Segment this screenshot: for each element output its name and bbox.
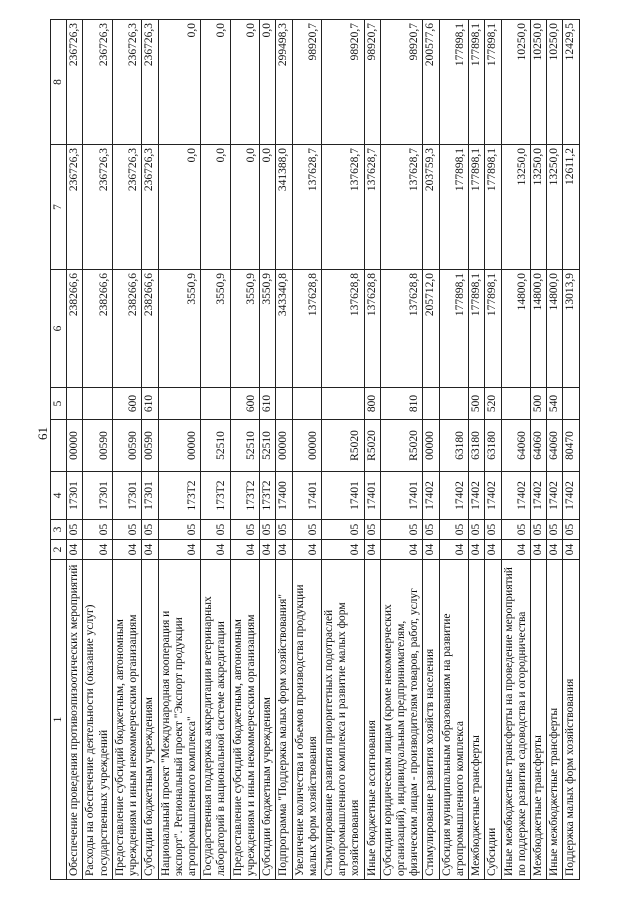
row-name-cell: Государственная поддержка аккредитации ветеринарных лабораторий в национальной системе аккредитации bbox=[201, 560, 230, 880]
header-cell: 6 bbox=[51, 270, 67, 388]
row-value-cell: 3550,9 bbox=[260, 270, 276, 388]
row-name-cell: Субсидии бюджетным учреждениям bbox=[260, 560, 276, 880]
row-value-cell: 238266,6 bbox=[112, 270, 141, 388]
table-row bbox=[201, 20, 230, 880]
row-name-cell: Иные межбюджетные трансферты bbox=[547, 560, 563, 880]
row-value-cell: 10250,0 bbox=[547, 20, 563, 145]
row-value-cell: 236726,3 bbox=[83, 20, 112, 145]
row-value-cell: 14800,0 bbox=[531, 270, 547, 388]
row-value-cell: 00000 bbox=[423, 420, 439, 472]
row-value-cell: 137628,8 bbox=[321, 270, 364, 388]
row-value-cell: 04 bbox=[501, 540, 530, 560]
table-row bbox=[439, 20, 468, 880]
row-value-cell: 137628,7 bbox=[321, 145, 364, 270]
row-value-cell: 05 bbox=[380, 520, 423, 540]
row-value-cell: 14800,0 bbox=[501, 270, 530, 388]
row-value-cell: 236726,3 bbox=[112, 145, 141, 270]
table-row bbox=[112, 20, 141, 880]
row-value-cell: 05 bbox=[230, 520, 259, 540]
row-value-cell bbox=[563, 388, 579, 420]
row-value-cell: 137628,7 bbox=[380, 145, 423, 270]
row-value-cell: 63180 bbox=[439, 420, 468, 472]
row-value-cell bbox=[423, 388, 439, 420]
row-value-cell: 13013,9 bbox=[563, 270, 579, 388]
row-name-cell: Национальный проект "Международная кооперация и экспорт". Региональный проект "Экспорт продукции агропромышленного комплекса" bbox=[158, 560, 201, 880]
row-name-cell: Подпрограмма "Поддержка малых форм хозяйствования" bbox=[276, 560, 292, 880]
row-value-cell: 610 bbox=[260, 388, 276, 420]
row-value-cell: 05 bbox=[83, 520, 112, 540]
header-cell: 2 bbox=[51, 540, 67, 560]
row-value-cell: 05 bbox=[112, 520, 141, 540]
row-value-cell: 540 bbox=[547, 388, 563, 420]
table-row bbox=[563, 20, 579, 880]
row-value-cell: 05 bbox=[531, 520, 547, 540]
row-value-cell: 17402 bbox=[531, 472, 547, 520]
row-value-cell: 238266,6 bbox=[142, 270, 158, 388]
row-value-cell: 05 bbox=[321, 520, 364, 540]
row-value-cell: 05 bbox=[276, 520, 292, 540]
row-value-cell: 98920,7 bbox=[380, 20, 423, 145]
row-value-cell: 04 bbox=[201, 540, 230, 560]
row-value-cell: 17402 bbox=[501, 472, 530, 520]
row-name-cell: Иные межбюджетные трансферты на проведение мероприятий по поддержке развития садоводства и огородничества bbox=[501, 560, 530, 880]
row-value-cell: 137628,8 bbox=[364, 270, 380, 388]
row-value-cell: 13250,0 bbox=[531, 145, 547, 270]
row-value-cell: 04 bbox=[380, 540, 423, 560]
row-value-cell: 17402 bbox=[439, 472, 468, 520]
header-cell: 4 bbox=[51, 472, 67, 520]
table-row bbox=[547, 20, 563, 880]
row-value-cell: 177898,1 bbox=[469, 20, 485, 145]
row-value-cell: 800 bbox=[364, 388, 380, 420]
header-row bbox=[51, 20, 67, 880]
row-value-cell: 173T2 bbox=[230, 472, 259, 520]
row-value-cell: 52510 bbox=[230, 420, 259, 472]
header-cell: 1 bbox=[51, 560, 67, 880]
row-name-cell: Субсидии bbox=[485, 560, 501, 880]
row-value-cell: 177898,1 bbox=[439, 20, 468, 145]
row-value-cell: 00590 bbox=[142, 420, 158, 472]
table-row bbox=[501, 20, 530, 880]
row-value-cell: 17401 bbox=[364, 472, 380, 520]
row-value-cell: 12611,2 bbox=[563, 145, 579, 270]
row-value-cell: 0,0 bbox=[260, 20, 276, 145]
row-value-cell: 810 bbox=[380, 388, 423, 420]
row-value-cell: 04 bbox=[563, 540, 579, 560]
row-value-cell: 05 bbox=[501, 520, 530, 540]
row-value-cell: 00000 bbox=[158, 420, 201, 472]
row-value-cell: 17401 bbox=[292, 472, 321, 520]
row-value-cell: 05 bbox=[142, 520, 158, 540]
row-value-cell: 04 bbox=[547, 540, 563, 560]
row-value-cell: 343340,8 bbox=[276, 270, 292, 388]
row-value-cell: 17301 bbox=[142, 472, 158, 520]
row-value-cell: 17301 bbox=[112, 472, 141, 520]
table-row bbox=[142, 20, 158, 880]
row-value-cell: 05 bbox=[260, 520, 276, 540]
table-row bbox=[531, 20, 547, 880]
row-name-cell: Поддержка малых форм хозяйствования bbox=[563, 560, 579, 880]
row-value-cell: 17301 bbox=[67, 472, 83, 520]
row-value-cell: 238266,6 bbox=[67, 270, 83, 388]
table-row bbox=[485, 20, 501, 880]
header-cell: 3 bbox=[51, 520, 67, 540]
row-value-cell bbox=[83, 388, 112, 420]
row-value-cell: 98920,7 bbox=[321, 20, 364, 145]
row-value-cell: 177898,1 bbox=[485, 20, 501, 145]
row-value-cell: 177898,1 bbox=[485, 270, 501, 388]
row-value-cell: 137628,7 bbox=[364, 145, 380, 270]
row-value-cell: 205712,0 bbox=[423, 270, 439, 388]
table-row bbox=[321, 20, 364, 880]
row-value-cell: 299498,3 bbox=[276, 20, 292, 145]
row-value-cell: 173T2 bbox=[158, 472, 201, 520]
row-value-cell: 04 bbox=[292, 540, 321, 560]
row-value-cell: 05 bbox=[485, 520, 501, 540]
row-value-cell: 17402 bbox=[423, 472, 439, 520]
row-value-cell: 17402 bbox=[563, 472, 579, 520]
row-name-cell: Увеличение количества и объемов производства продукции малых форм хозяйствования bbox=[292, 560, 321, 880]
row-value-cell: 05 bbox=[423, 520, 439, 540]
header-cell bbox=[51, 420, 67, 472]
row-value-cell: 04 bbox=[158, 540, 201, 560]
row-value-cell: 04 bbox=[112, 540, 141, 560]
table-row bbox=[276, 20, 292, 880]
row-value-cell bbox=[439, 388, 468, 420]
row-value-cell: 10250,0 bbox=[531, 20, 547, 145]
row-value-cell: 341388,0 bbox=[276, 145, 292, 270]
row-name-cell: Предоставление субсидий бюджетным, автономным учреждениям и иным некоммерческим организациям bbox=[112, 560, 141, 880]
row-name-cell: Межбюджетные трансферты bbox=[469, 560, 485, 880]
row-value-cell: 00000 bbox=[276, 420, 292, 472]
table-row bbox=[230, 20, 259, 880]
row-name-cell: Субсидии бюджетным учреждениям bbox=[142, 560, 158, 880]
row-value-cell: 236726,3 bbox=[83, 145, 112, 270]
row-value-cell: 17301 bbox=[83, 472, 112, 520]
table-row bbox=[260, 20, 276, 880]
row-value-cell bbox=[158, 388, 201, 420]
row-value-cell: 0,0 bbox=[230, 20, 259, 145]
row-value-cell: 00000 bbox=[67, 420, 83, 472]
row-value-cell bbox=[276, 388, 292, 420]
row-value-cell: 137628,8 bbox=[380, 270, 423, 388]
header-cell: 7 bbox=[51, 145, 67, 270]
row-value-cell: 238266,6 bbox=[83, 270, 112, 388]
page-number: 61 bbox=[35, 427, 50, 440]
row-value-cell: 17402 bbox=[485, 472, 501, 520]
row-name-cell: Субсидии юридическим лицам (кроме некоммерческих организаций), индивидуальным предпринимателям, физическим лицам - производителям товаров, работ, услуг bbox=[380, 560, 423, 880]
row-value-cell: 200577,6 bbox=[423, 20, 439, 145]
row-value-cell: 0,0 bbox=[260, 145, 276, 270]
row-value-cell: 05 bbox=[67, 520, 83, 540]
table-row bbox=[83, 20, 112, 880]
row-value-cell: 63180 bbox=[485, 420, 501, 472]
row-value-cell: 04 bbox=[67, 540, 83, 560]
row-value-cell: 137628,7 bbox=[292, 145, 321, 270]
row-value-cell: 0,0 bbox=[201, 20, 230, 145]
row-value-cell: 05 bbox=[201, 520, 230, 540]
row-value-cell: 13250,0 bbox=[501, 145, 530, 270]
row-value-cell: 137628,8 bbox=[292, 270, 321, 388]
row-value-cell: 04 bbox=[230, 540, 259, 560]
row-value-cell: 80470 bbox=[563, 420, 579, 472]
row-value-cell: 0,0 bbox=[158, 145, 201, 270]
row-value-cell: 177898,1 bbox=[469, 270, 485, 388]
row-value-cell: R5020 bbox=[380, 420, 423, 472]
row-name-cell: Обеспечение проведения противоэпизоотических мероприятий bbox=[67, 560, 83, 880]
row-value-cell: R5020 bbox=[321, 420, 364, 472]
row-value-cell bbox=[292, 388, 321, 420]
row-value-cell: 05 bbox=[563, 520, 579, 540]
row-value-cell: 600 bbox=[112, 388, 141, 420]
row-name-cell: Межбюджетные трансферты bbox=[531, 560, 547, 880]
row-value-cell: 236726,3 bbox=[142, 145, 158, 270]
table-row bbox=[423, 20, 439, 880]
table-body bbox=[67, 20, 579, 880]
row-value-cell: 17401 bbox=[380, 472, 423, 520]
table-row bbox=[67, 20, 83, 880]
row-value-cell: 04 bbox=[83, 540, 112, 560]
row-value-cell: 13250,0 bbox=[547, 145, 563, 270]
row-value-cell: 0,0 bbox=[158, 20, 201, 145]
row-value-cell: 05 bbox=[547, 520, 563, 540]
row-value-cell: 12429,5 bbox=[563, 20, 579, 145]
row-value-cell: 04 bbox=[439, 540, 468, 560]
row-name-cell: Стимулирование развития хозяйств населения bbox=[423, 560, 439, 880]
row-value-cell: 3550,9 bbox=[201, 270, 230, 388]
row-value-cell bbox=[501, 388, 530, 420]
row-value-cell: 05 bbox=[439, 520, 468, 540]
row-value-cell: 05 bbox=[364, 520, 380, 540]
table-row bbox=[158, 20, 201, 880]
header-cell: 8 bbox=[51, 20, 67, 145]
row-value-cell: 610 bbox=[142, 388, 158, 420]
row-value-cell: 236726,3 bbox=[67, 20, 83, 145]
table-row bbox=[380, 20, 423, 880]
row-name-cell: Стимулирование развития приоритетных подотраслей агропромышленного комплекса и развитие малых форм хозяйствования bbox=[321, 560, 364, 880]
row-value-cell: 98920,7 bbox=[292, 20, 321, 145]
row-value-cell: 52510 bbox=[201, 420, 230, 472]
row-value-cell: 63180 bbox=[469, 420, 485, 472]
header-cell: 5 bbox=[51, 388, 67, 420]
row-value-cell: 04 bbox=[485, 540, 501, 560]
row-value-cell: 0,0 bbox=[230, 145, 259, 270]
table-row bbox=[364, 20, 380, 880]
row-value-cell: 173T2 bbox=[260, 472, 276, 520]
row-value-cell: 98920,7 bbox=[364, 20, 380, 145]
row-value-cell: 00000 bbox=[292, 420, 321, 472]
row-value-cell: 00590 bbox=[83, 420, 112, 472]
row-value-cell: 173T2 bbox=[201, 472, 230, 520]
row-value-cell: 236726,3 bbox=[112, 20, 141, 145]
row-name-cell: Расходы на обеспечение деятельности (оказание услуг) государственных учреждений bbox=[83, 560, 112, 880]
row-name-cell: Предоставление субсидий бюджетным, автономным учреждениям и иным некоммерческим организациям bbox=[230, 560, 259, 880]
row-value-cell bbox=[321, 388, 364, 420]
row-value-cell: 17400 bbox=[276, 472, 292, 520]
row-value-cell: 05 bbox=[158, 520, 201, 540]
row-value-cell: 04 bbox=[142, 540, 158, 560]
row-value-cell: 520 bbox=[485, 388, 501, 420]
row-value-cell: 500 bbox=[469, 388, 485, 420]
table-row bbox=[469, 20, 485, 880]
row-value-cell: 64060 bbox=[501, 420, 530, 472]
row-value-cell: 04 bbox=[531, 540, 547, 560]
row-value-cell: 04 bbox=[469, 540, 485, 560]
row-value-cell: 04 bbox=[276, 540, 292, 560]
row-value-cell: 236726,3 bbox=[67, 145, 83, 270]
row-value-cell: 3550,9 bbox=[158, 270, 201, 388]
row-value-cell: 14800,0 bbox=[547, 270, 563, 388]
row-value-cell: 17402 bbox=[469, 472, 485, 520]
row-value-cell bbox=[67, 388, 83, 420]
row-name-cell: Иные бюджетные ассигнования bbox=[364, 560, 380, 880]
row-value-cell: 236726,3 bbox=[142, 20, 158, 145]
row-value-cell: 600 bbox=[230, 388, 259, 420]
row-value-cell: 04 bbox=[321, 540, 364, 560]
row-value-cell: 203759,3 bbox=[423, 145, 439, 270]
row-value-cell: 05 bbox=[469, 520, 485, 540]
row-value-cell bbox=[201, 388, 230, 420]
row-value-cell: 04 bbox=[423, 540, 439, 560]
row-value-cell: 177898,1 bbox=[439, 145, 468, 270]
row-value-cell: 05 bbox=[292, 520, 321, 540]
row-value-cell: R5020 bbox=[364, 420, 380, 472]
table-row bbox=[292, 20, 321, 880]
row-value-cell: 17402 bbox=[547, 472, 563, 520]
row-value-cell: 3550,9 bbox=[230, 270, 259, 388]
row-value-cell: 52510 bbox=[260, 420, 276, 472]
row-value-cell: 04 bbox=[260, 540, 276, 560]
row-value-cell: 500 bbox=[531, 388, 547, 420]
row-value-cell: 177898,1 bbox=[469, 145, 485, 270]
row-value-cell: 0,0 bbox=[201, 145, 230, 270]
row-value-cell: 177898,1 bbox=[485, 145, 501, 270]
row-value-cell: 04 bbox=[364, 540, 380, 560]
row-value-cell: 64060 bbox=[547, 420, 563, 472]
budget-table bbox=[50, 19, 580, 880]
row-value-cell: 00590 bbox=[112, 420, 141, 472]
row-value-cell: 17401 bbox=[321, 472, 364, 520]
row-value-cell: 10250,0 bbox=[501, 20, 530, 145]
row-name-cell: Субсидия муниципальным образованиям на развитие агропромышленного комплекса bbox=[439, 560, 468, 880]
row-value-cell: 64060 bbox=[531, 420, 547, 472]
row-value-cell: 177898,1 bbox=[439, 270, 468, 388]
budget-table-rotated bbox=[50, 20, 635, 880]
